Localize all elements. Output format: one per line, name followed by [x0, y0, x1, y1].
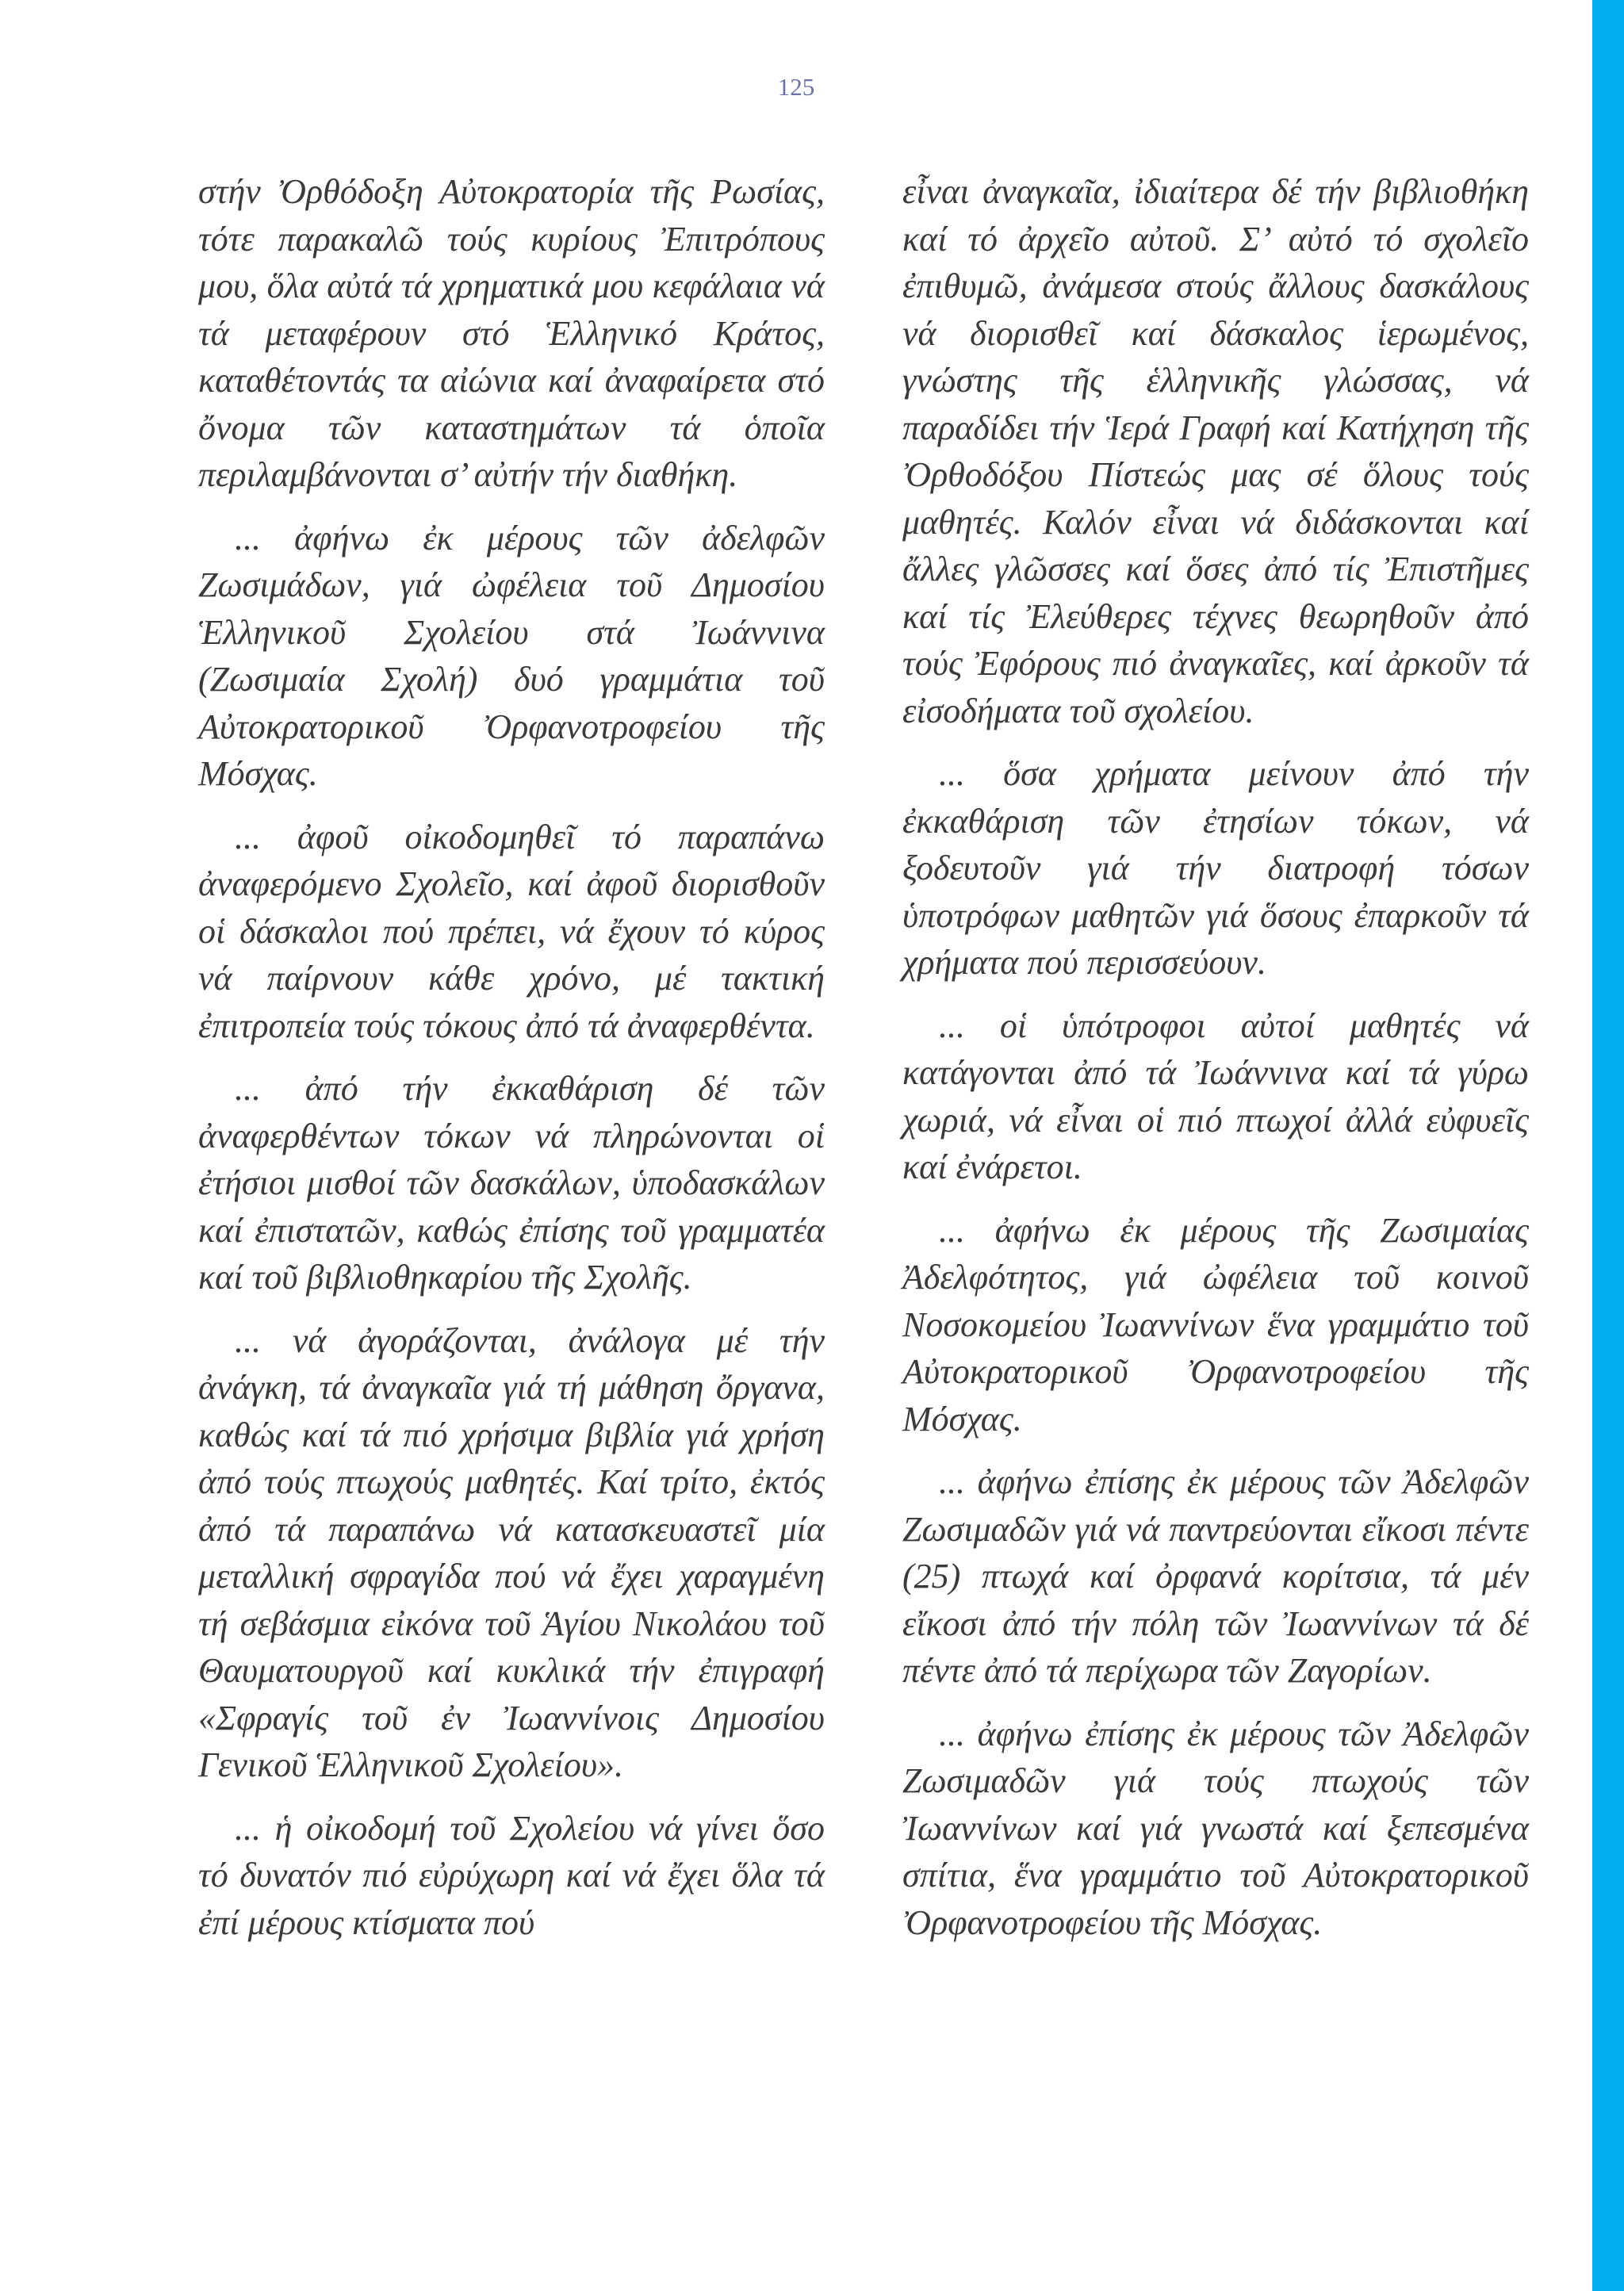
paragraph: ... νά ἀγοράζονται, ἀνάλογα μέ τήν ἀνάγκη, τά ἀναγκαῖα γιά τή μάθηση ὄργανα, καθώς καί τά πιό χρήσιμα βιβλία γιά χρήση ἀπό τούς πτωχούς μαθητές. Καί τρίτο, ἐκτός ἀπό τά παραπάνω νά κατασκευαστεῖ μία μεταλλική σφραγίδα πού νά ἔχει χαραγμένη τή σεβάσμια εἰκόνα τοῦ Ἁγίου Νικολάου τοῦ Θαυματουργοῦ καί κυκλικά τήν ἐπιγραφή «Σφραγίς τοῦ ἐν Ἰωαννίνοις Δημοσίου Γενικοῦ Ἑλληνικοῦ Σχολείου». [198, 1320, 825, 1784]
paragraph: ... ἀφοῦ οἰκοδομηθεῖ τό παραπάνω ἀναφερόμενο Σχολεῖο, καί ἀφοῦ διορισθοῦν οἱ δάσκαλοι πού πρέπει, νά ἔχουν τό κύρος νά παίρνουν κάθε χρόνο, μέ τακτική ἐπιτροπεία τούς τόκους ἀπό τά ἀναφερθέντα. [198, 817, 825, 1045]
paragraph: εἶναι ἀναγκαῖα, ἰδιαίτερα δέ τήν βιβλιοθήκη καί τό ἀρχεῖο αὐτοῦ. Σ’ αὐτό τό σχολεῖο ἐπιθυμῶ, ἀνάμεσα στούς ἄλλους δασκάλους νά διορισθεῖ καί δάσκαλος ἱερωμένος, γνώστης τῆς ἑλληνικῆς γλώσσας, νά παραδίδει τήν Ἱερά Γραφή καί Κατήχηση τῆς Ὀρθοδόξου Πίστεώς μας σέ ὅλους τούς μαθητές. Καλόν εἶναι νά διδάσκονται καί ἄλλες γλῶσσες καί ὅσες ἀπό τίς Ἐπιστῆμες καί τίς Ἐλεύθερες τέχνες θεωρηθοῦν ἀπό τούς Ἐφόρους πιό ἀναγκαῖες, καί ἀρκοῦν τά εἰσοδήματα τοῦ σχολείου. [902, 172, 1529, 730]
paragraph: ... ὅσα χρήματα μείνουν ἀπό τήν ἐκκαθάριση τῶν ἐτησίων τόκων, νά ξοδευτοῦν γιά τήν διατροφή τόσων ὑποτρόφων μαθητῶν γιά ὅσους ἐπαρκοῦν τά χρήματα πού περισσεύουν. [902, 754, 1529, 982]
left-column [198, 168, 825, 1962]
paragraph: ... ἀφήνω ἐκ μέρους τῆς Ζωσιμαίας Ἀδελφότητος, γιά ὠφέλεια τοῦ κοινοῦ Νοσοκομείου Ἰωαννίνων ἕνα γραμμάτιο τοῦ Αὐτοκρατορικοῦ Ὀρφανοτροφείου τῆς Μόσχας. [902, 1210, 1529, 1439]
paragraph: ... ἀφήνω ἐπίσης ἐκ μέρους τῶν Ἀδελφῶν Ζωσιμαδῶν γιά νά παντρεύονται εἴκοσι πέντε (25) πτωχά καί ὀρφανά κορίτσια, τά μέν εἴκοσι ἀπό τήν πόλη τῶν Ἰωαννίνων τά δέ πέντε ἀπό τά περίχωρα τῶν Ζαγορίων. [902, 1462, 1529, 1690]
side-color-bar [1592, 0, 1624, 2291]
page-number: 125 [777, 73, 815, 101]
paragraph: ... οἱ ὑπότροφοι αὐτοί μαθητές νά κατάγονται ἀπό τά Ἰωάννινα καί τά γύρω χωριά, νά εἶναι οἱ πιό πτωχοί ἀλλά εὐφυεῖς καί ἐνάρετοι. [902, 1006, 1529, 1186]
paragraph: ... ἡ οἰκοδομή τοῦ Σχολείου νά γίνει ὅσο τό δυνατόν πιό εὐρύχωρη καί νά ἔχει ὅλα τά ἐπί μέρους κτίσματα πού [198, 1808, 825, 1942]
paragraph: ... ἀφήνω ἐπίσης ἐκ μέρους τῶν Ἀδελφῶν Ζωσιμαδῶν γιά τούς πτωχούς τῶν Ἰωαννίνων καί γιά γνωστά καί ξεπεσμένα σπίτια, ἕνα γραμμάτιο τοῦ Αὐτοκρατορικοῦ Ὀρφανοτροφείου τῆς Μόσχας. [902, 1714, 1529, 1942]
paragraph: ... ἀφήνω ἐκ μέρους τῶν ἀδελφῶν Ζωσιμάδων, γιά ὠφέλεια τοῦ Δημοσίου Ἑλληνικοῦ Σχολείου στά Ἰωάννινα (Ζωσιμαία Σχολή) δυό γραμμάτια τοῦ Αὐτοκρατορικοῦ Ὀρφανοτροφείου τῆς Μόσχας. [198, 518, 825, 793]
right-column [902, 168, 1529, 1962]
paragraph: ... ἀπό τήν ἐκκαθάριση δέ τῶν ἀναφερθέντων τόκων νά πληρώνονται οἱ ἐτήσιοι μισθοί τῶν δασκάλων, ὑποδασκάλων καί ἐπιστατῶν, καθώς ἐπίσης τοῦ γραμματέα καί τοῦ βιβλιοθηκαρίου τῆς Σχολῆς. [198, 1069, 825, 1297]
paragraph: στήν Ὀρθόδοξη Αὐτοκρατορία τῆς Ρωσίας, τότε παρακαλῶ τούς κυρίους Ἐπιτρόπους μου, ὅλα αὐτά τά χρηματικά μου κεφάλαια νά τά μεταφέρουν στό Ἑλληνικό Κράτος, καταθέτοντάς τα αἰώνια καί ἀναφαίρετα στό ὄνομα τῶν καταστημάτων τά ὁποῖα περιλαμβάνονται σ’ αὐτήν τήν διαθήκη. [198, 172, 825, 494]
